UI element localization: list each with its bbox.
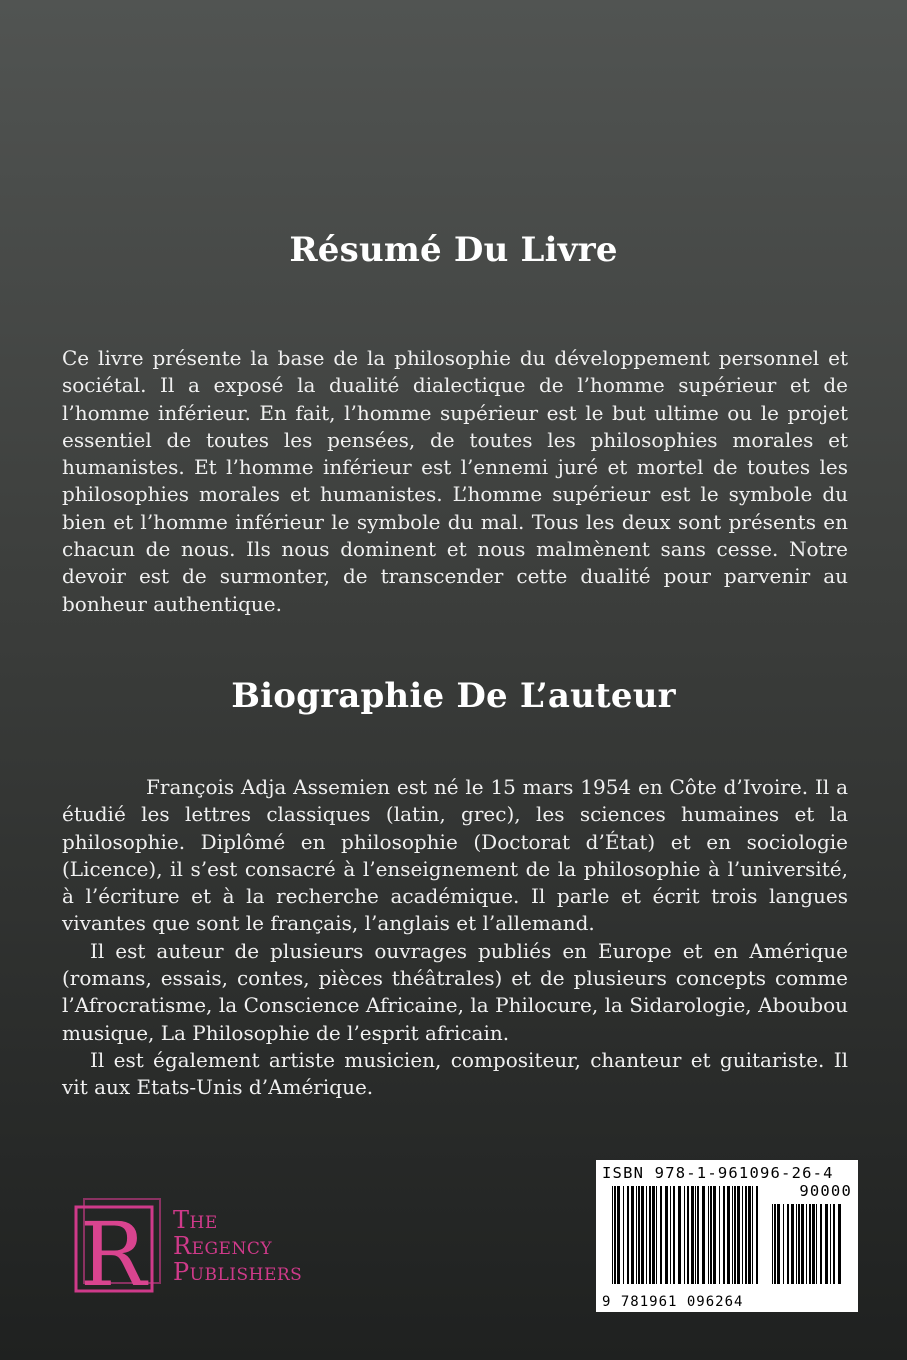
barcode-bar [641,1186,644,1284]
barcode-bar [636,1186,637,1284]
barcode-bar [710,1186,712,1284]
barcode-bar [695,1186,696,1284]
biography-title: Biographie De L’auteur [231,676,676,716]
barcode-bar [772,1204,773,1284]
barcode-bar [673,1186,675,1284]
barcode-bar [752,1186,753,1284]
barcode-bar [796,1204,797,1284]
barcode-bar [687,1186,689,1284]
barcode-bars-main [612,1186,762,1286]
barcode-bar [684,1186,685,1284]
barcode-bar [745,1186,747,1284]
summary-title: Résumé Du Livre [289,230,618,270]
barcode-bar [691,1186,694,1284]
publisher-monogram-letter: R [80,1203,147,1300]
isbn-barcode [596,1160,858,1312]
barcode-bar [732,1186,733,1284]
barcode-bar [783,1204,784,1284]
barcode-bar [777,1204,780,1284]
publisher-logo [70,1195,370,1300]
barcode-bar [787,1204,789,1284]
publisher-name-line1: The [173,1206,218,1234]
barcode-digits: 9 781961 096264 [602,1294,744,1310]
barcode-bar [702,1186,705,1284]
barcode-bar [660,1186,662,1284]
barcode-bar [614,1186,616,1284]
barcode-bar [734,1186,736,1284]
barcode-bar [812,1204,815,1284]
publisher-name-line3: Publishers [173,1258,303,1286]
barcode-bar [838,1204,841,1284]
barcode-bar [638,1186,640,1284]
publisher-name-line2: Regency [173,1232,273,1260]
barcode-bar [719,1186,720,1284]
barcode-bar [798,1204,800,1284]
barcode-bars-addon [772,1204,844,1286]
barcode-bar [612,1186,613,1284]
biography-paragraph-3: Il est également artiste musicien, compositeur, chanteur et guitariste. Il vit aux Etats-Unis d’Amérique. [62,1047,848,1100]
summary-paragraph: Ce livre présente la base de la philosophie du développement personnel et sociétal. Il a exposé la dualité dialectique de l’homme supérieur et de l’homme inférieur. En fait, l’homme supérieur est le but ultime ou le projet essentiel de toutes les pensées, de toutes les philosophies morales et humanistes. Et l’homme inférieur est l’ennemi juré et mortel de toutes les philosophies morales et humanistes. L’homme supérieur est le symbole du bien et l’homme inférieur le symbole du mal. Tous les deux sont présents en chacun de nous. Ils nous dominent et nous malmènent sans cesse. Notre devoir est de surmonter, de transcender cette dualité pour parvenir au bonheur authentique. [62,346,848,616]
barcode-bar [816,1204,817,1284]
biography-paragraph-1: François Adja Assemien est né le 15 mars 1954 en Côte d’Ivoire. Il a étudié les lettres classiques (latin, grec), les sciences humaines et la philosophie. Diplômé en philosophie (Doctorat d’État) et en sociologie (Licence), il s’est consacré à l’enseignement de la philosophie à l’université, à l’écriture et à la recherche académique. Il parle et écrit trois langues vivantes que sont le français, l’anglais et l’allemand. [62,775,848,936]
barcode-bar [652,1186,655,1284]
biography-text-block [62,774,848,1102]
barcode-bar [727,1186,730,1284]
barcode-bar [825,1204,828,1284]
barcode-bar [678,1186,681,1284]
isbn-label: ISBN 978-1-961096-26-4 [602,1164,834,1182]
barcode-bar [774,1204,776,1284]
barcode-bar [809,1204,811,1284]
barcode-bar [748,1186,751,1284]
barcode-bar [649,1186,651,1284]
price-code: 90000 [799,1182,852,1200]
publisher-monogram-icon [70,1195,170,1300]
summary-text-block [62,345,848,618]
barcode-bar [737,1186,740,1284]
barcode-bar [713,1186,716,1284]
barcode-bar [756,1186,758,1284]
biography-paragraph-2: Il est auteur de plusieurs ouvrages publiés en Europe et en Amérique (romans, essais, contes, pièces théâtrales) et de plusieurs concepts comme l’Afrocratisme, la Conscience Africaine, la Philocure, la Sidarologie, Aboubou musique, La Philosophie de l’esprit africain. [62,938,848,1045]
barcode-bar [665,1186,668,1284]
barcode-bar [801,1204,804,1284]
barcode-bar [627,1186,629,1284]
barcode-bar [791,1204,794,1284]
barcode-bar [830,1204,831,1284]
barcode-bar [820,1204,822,1284]
barcode-bar [723,1186,725,1284]
barcode-bar [697,1186,699,1284]
barcode-bar [646,1186,647,1284]
barcode-bar [656,1186,657,1284]
barcode-bar [806,1204,807,1284]
barcode-bar [623,1186,624,1284]
barcode-bar [742,1186,743,1284]
barcode-bar [617,1186,620,1284]
barcode-bar [670,1186,671,1284]
barcode-bar [708,1186,709,1284]
barcode-bar [833,1204,835,1284]
barcode-bar [631,1186,634,1284]
